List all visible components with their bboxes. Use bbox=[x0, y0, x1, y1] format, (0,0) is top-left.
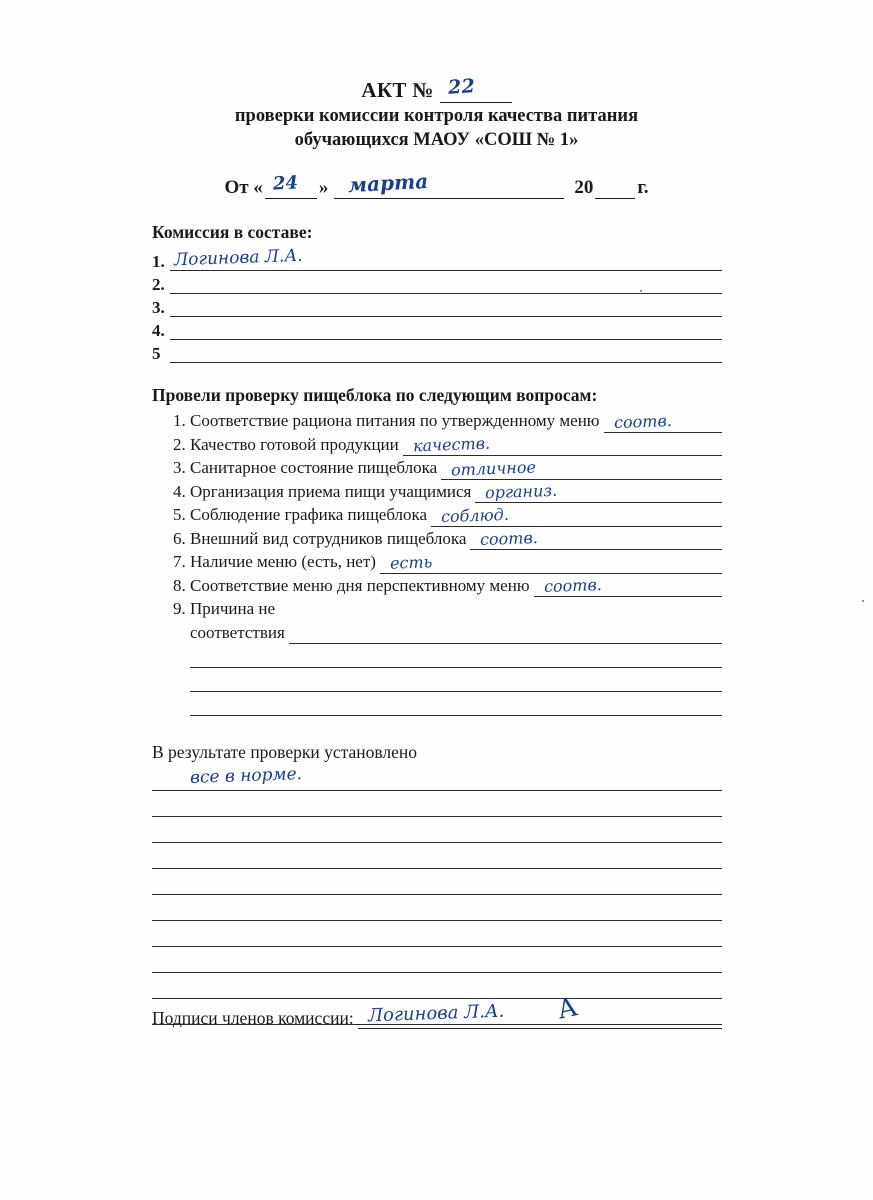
question-answer-blank bbox=[604, 410, 723, 433]
blank-line bbox=[152, 947, 722, 973]
member-handwritten-value: Логинова Л.А. bbox=[173, 245, 304, 271]
question-answer-handwritten: отличное bbox=[450, 457, 537, 479]
question-answer-handwritten: соотв. bbox=[480, 527, 539, 550]
blank-line bbox=[190, 668, 722, 692]
question-text: 1. Соответствие рациона питания по утвержденному меню bbox=[190, 411, 600, 430]
question-answer-handwritten: соотв. bbox=[613, 410, 672, 432]
blank-line bbox=[152, 895, 722, 921]
act-number-handwritten: 22 bbox=[446, 75, 476, 99]
blank-line bbox=[190, 644, 722, 668]
question-text: 3. Санитарное состояние пищеблока bbox=[190, 458, 438, 477]
date-day-handwritten: 24 bbox=[272, 172, 299, 195]
member-number: 2. bbox=[152, 275, 165, 294]
date-year-blank bbox=[595, 177, 635, 199]
question-answer-blank bbox=[289, 624, 722, 644]
signature-label: Подписи членов комиссии: bbox=[152, 1008, 354, 1028]
member-blank bbox=[170, 297, 722, 317]
blank-line bbox=[152, 921, 722, 947]
question-answer-handwritten: соотв. bbox=[543, 574, 602, 597]
questions-list bbox=[152, 409, 722, 644]
question-answer-blank bbox=[431, 504, 722, 527]
question-answer-handwritten: организ. bbox=[485, 480, 558, 503]
blank-line bbox=[152, 973, 722, 999]
subtitle-line-2: обучающихся МАОУ «СОШ № 1» bbox=[294, 130, 579, 150]
date-month-handwritten: марта bbox=[347, 168, 429, 198]
question-item bbox=[190, 550, 722, 574]
date-year-suffix: г. bbox=[637, 177, 649, 198]
act-title-row bbox=[0, 75, 873, 103]
question-item bbox=[190, 597, 722, 644]
question-item bbox=[190, 409, 722, 433]
signature-name-handwritten: Логинова Л.А. bbox=[367, 1000, 505, 1027]
commission-member-row bbox=[152, 272, 722, 294]
scan-speck bbox=[640, 290, 642, 292]
question-item bbox=[190, 574, 722, 598]
member-number: 3. bbox=[152, 298, 165, 317]
act-number-blank bbox=[440, 75, 512, 103]
question-text-second-line: соответствия bbox=[190, 622, 285, 642]
question-item bbox=[190, 503, 722, 527]
member-blank bbox=[170, 343, 722, 363]
commission-member-row bbox=[152, 318, 722, 340]
question-text: 4. Организация приема пищи учащимися bbox=[190, 481, 472, 501]
commission-member-row bbox=[152, 295, 722, 317]
signature-blank bbox=[358, 992, 722, 1029]
result-line-handwritten bbox=[152, 765, 722, 791]
question-text: 9. Причина не bbox=[190, 599, 276, 618]
document-body bbox=[152, 222, 722, 1025]
commission-member-row bbox=[152, 245, 722, 271]
result-handwritten: все в норме. bbox=[189, 764, 303, 788]
questions-heading: Провели проверку пищеблока по следующим вопросам: bbox=[152, 385, 598, 405]
member-number: 5 bbox=[152, 344, 161, 363]
act-title-prefix: АКТ № bbox=[361, 78, 434, 102]
question-answer-blank bbox=[403, 433, 722, 456]
question-text: 2. Качество готовой продукции bbox=[190, 434, 399, 454]
question-text: 8. Соответствие меню дня перспективному меню bbox=[190, 575, 530, 595]
question-text: 7. Наличие меню (есть, нет) bbox=[190, 552, 376, 571]
blank-line bbox=[152, 843, 722, 869]
question-item bbox=[190, 527, 722, 551]
title-block bbox=[0, 75, 873, 151]
question-answer-blank bbox=[475, 480, 722, 503]
member-blank bbox=[170, 320, 722, 340]
date-year-prefix: 20 bbox=[574, 177, 594, 198]
question-answer-handwritten: соблюд. bbox=[440, 504, 510, 526]
blank-line bbox=[152, 817, 722, 843]
question-answer-blank bbox=[470, 527, 722, 550]
member-number: 1. bbox=[152, 252, 165, 271]
question-text: 6. Внешний вид сотрудников пищеблока bbox=[190, 528, 467, 548]
date-prefix: От « bbox=[224, 177, 263, 198]
question-item bbox=[190, 480, 722, 504]
commission-member-row bbox=[152, 341, 722, 363]
subtitle-line-1: проверки комиссии контроля качества питания bbox=[234, 106, 639, 126]
date-month-blank bbox=[334, 168, 564, 199]
result-heading: В результате проверки установлено bbox=[152, 742, 418, 762]
question-answer-blank bbox=[441, 457, 722, 480]
date-row bbox=[0, 168, 873, 199]
date-day-blank bbox=[265, 172, 317, 199]
signature-row bbox=[152, 992, 722, 1029]
signature-scribble: A bbox=[554, 992, 580, 1026]
question-item bbox=[190, 433, 722, 457]
question-answer-blank bbox=[380, 551, 722, 574]
commission-heading: Комиссия в составе: bbox=[152, 222, 313, 242]
question-answer-handwritten: есть bbox=[389, 551, 433, 573]
question-answer-blank bbox=[534, 574, 722, 597]
question-item bbox=[190, 456, 722, 480]
date-quote-close: » bbox=[318, 177, 329, 198]
blank-line bbox=[152, 869, 722, 895]
question-text: 5. Соблюдение графика пищеблока bbox=[190, 505, 428, 524]
question-answer-handwritten: качеств. bbox=[412, 433, 491, 456]
blank-line bbox=[190, 692, 722, 716]
member-number: 4. bbox=[152, 321, 165, 340]
member-blank bbox=[170, 245, 722, 271]
blank-line bbox=[152, 791, 722, 817]
scan-speck bbox=[862, 600, 864, 602]
